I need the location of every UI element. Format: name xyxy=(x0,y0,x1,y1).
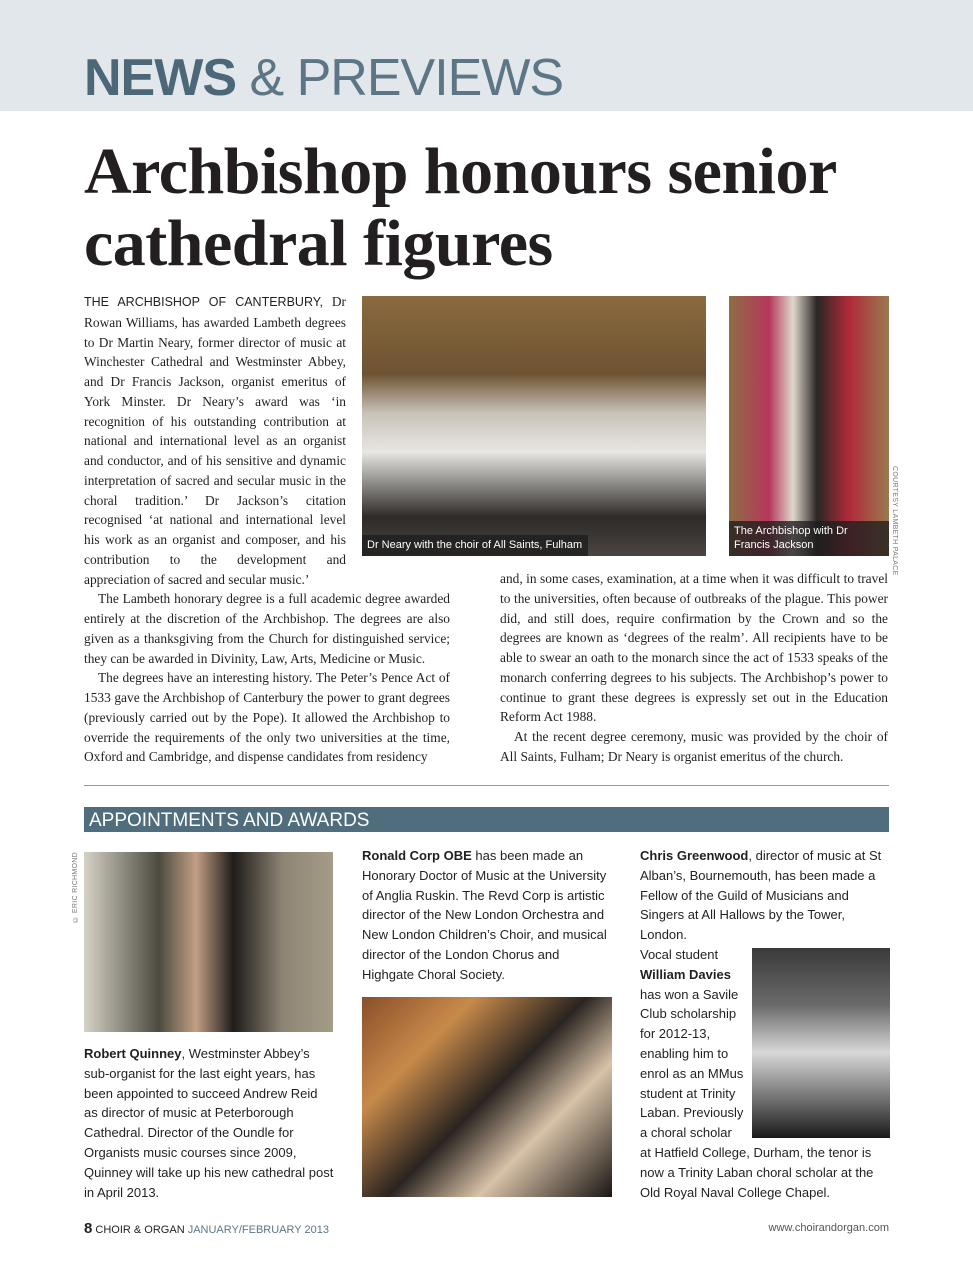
paragraph: and, in some cases, examination, at a time when it was difficult to travel to the universities, often because of outbreaks of the plague. This power did, and still does, require confirmation by the Crown and so the degrees are known as ‘degrees of the realm’. All recipients have to be able to swear an oath to the monarch since the act of 1533 speaks of the monarch conferring degrees to his subjects. The Archbishop’s power to continue to grant these degrees is expressly set out in the Education Reform Act 1988. xyxy=(500,571,888,725)
ronald-corp-conducting-photo xyxy=(362,997,612,1197)
photo-credit: COURTESY LAMBETH PALACE xyxy=(891,466,898,576)
quinney-item xyxy=(84,1044,334,1202)
appointments-heading: APPOINTMENTS AND AWARDS xyxy=(84,807,889,832)
magazine-name: CHOIR & ORGAN xyxy=(95,1224,185,1236)
page-number: 8 xyxy=(84,1220,93,1237)
william-davies-photo xyxy=(752,948,890,1138)
headline: Archbishop honours senior cathedral figures xyxy=(84,135,836,280)
lead-caps: THE ARCHBISHOP OF CANTERBURY, xyxy=(84,295,323,309)
issue-date: JANUARY/FEBRUARY 2013 xyxy=(187,1224,329,1236)
section-label-bold: NEWS xyxy=(84,49,236,107)
person-name: Robert Quinney xyxy=(84,1046,182,1061)
photo-credit: © ERIC RICHMOND xyxy=(72,852,79,923)
greenwood-item xyxy=(640,846,890,945)
photo-caption: The Archbishop with Dr Francis Jackson xyxy=(729,521,889,556)
robert-quinney-photo xyxy=(84,852,333,1032)
item-text: , Westminster Abbey’s sub-organist for the last eight years, has been appointed to succeed Andrew Reid as director of music at Peterborough Cathedral. Director of the Oundle for Organists music courses since 2009, Quinney will take up his new cathedral post in April 2013. xyxy=(84,1046,334,1200)
paragraph: The degrees have an interesting history. The Peter’s Pence Act of 1533 gave the Archbishop of Canterbury the power to grant degrees (previously carried out by the Pope). It allowed the Archbishop to override the requirements of the only two universities at the time, Oxford and Cambridge, and dispense candidates from residency xyxy=(84,670,450,765)
paragraph: At the recent degree ceremony, music was provided by the choir of All Saints, Fulham; Dr Neary is organist emeritus of the church. xyxy=(500,729,888,764)
person-name: Ronald Corp OBE xyxy=(362,848,472,863)
item-text: has been made an Honorary Doctor of Music at the University of Anglia Ruskin. The Revd Corp is artistic director of the New London Orchestra and New London Children’s Choir, and musical director of the London Chorus and Highgate Choral Society. xyxy=(362,848,607,982)
choir-photo xyxy=(362,296,706,556)
item-text: has won a Savile Club scholarship for 2012-13, enabling him to enrol as an MMus student at Trinity Laban. Previously a choral scholar at Hatfield College, Durham, the tenor is now a Trinity Laban choral scholar at the Old Royal Naval College Chapel. xyxy=(640,986,874,1200)
person-name: Chris Greenwood xyxy=(640,848,749,863)
paragraph-text: Dr Rowan Williams, has awarded Lambeth degrees to Dr Martin Neary, former director of music at Winchester Cathedral and Westminster Abbey, and Dr Francis Jackson, organist emeritus of York Minster. Dr Neary’s award was ‘in recognition of his outstanding contribution at national and international level as an organist and conductor, and of his sensitive and dynamic interpretation of sacred and secular music in the choral tradition.’ Dr Jackson’s citation recognised ‘at national and international level his work as an organist and composer, and his contribution to the development and appreciation of sacred and secular music.’ xyxy=(84,294,346,587)
corp-item xyxy=(362,846,612,985)
photo-caption: Dr Neary with the choir of All Saints, Fulham xyxy=(362,535,588,557)
item-text: , director of music at St Alban’s, Bournemouth, has been made a Fellow of the Guild of Musicians and Singers at All Hallows by the Tower, London. xyxy=(640,848,882,943)
footer-left xyxy=(84,1220,329,1237)
section-label-rest: & PREVIEWS xyxy=(249,49,564,107)
paragraph: The Lambeth honorary degree is a full academic degree awarded entirely at the discretion of the Archbishop. The degrees are also given as a thanksgiving from the Church for distinguished service; they can be awarded in Divinity, Law, Arts, Medicine or Music. xyxy=(84,591,450,666)
article-column-2 xyxy=(500,569,888,767)
item-text: Vocal student xyxy=(640,947,719,962)
archbishop-jackson-photo xyxy=(729,296,889,556)
divider xyxy=(84,785,889,786)
website-url: www.choirandorgan.com xyxy=(768,1222,889,1234)
davies-item xyxy=(640,945,890,1202)
person-name: William Davies xyxy=(640,966,731,982)
section-label xyxy=(84,48,563,108)
